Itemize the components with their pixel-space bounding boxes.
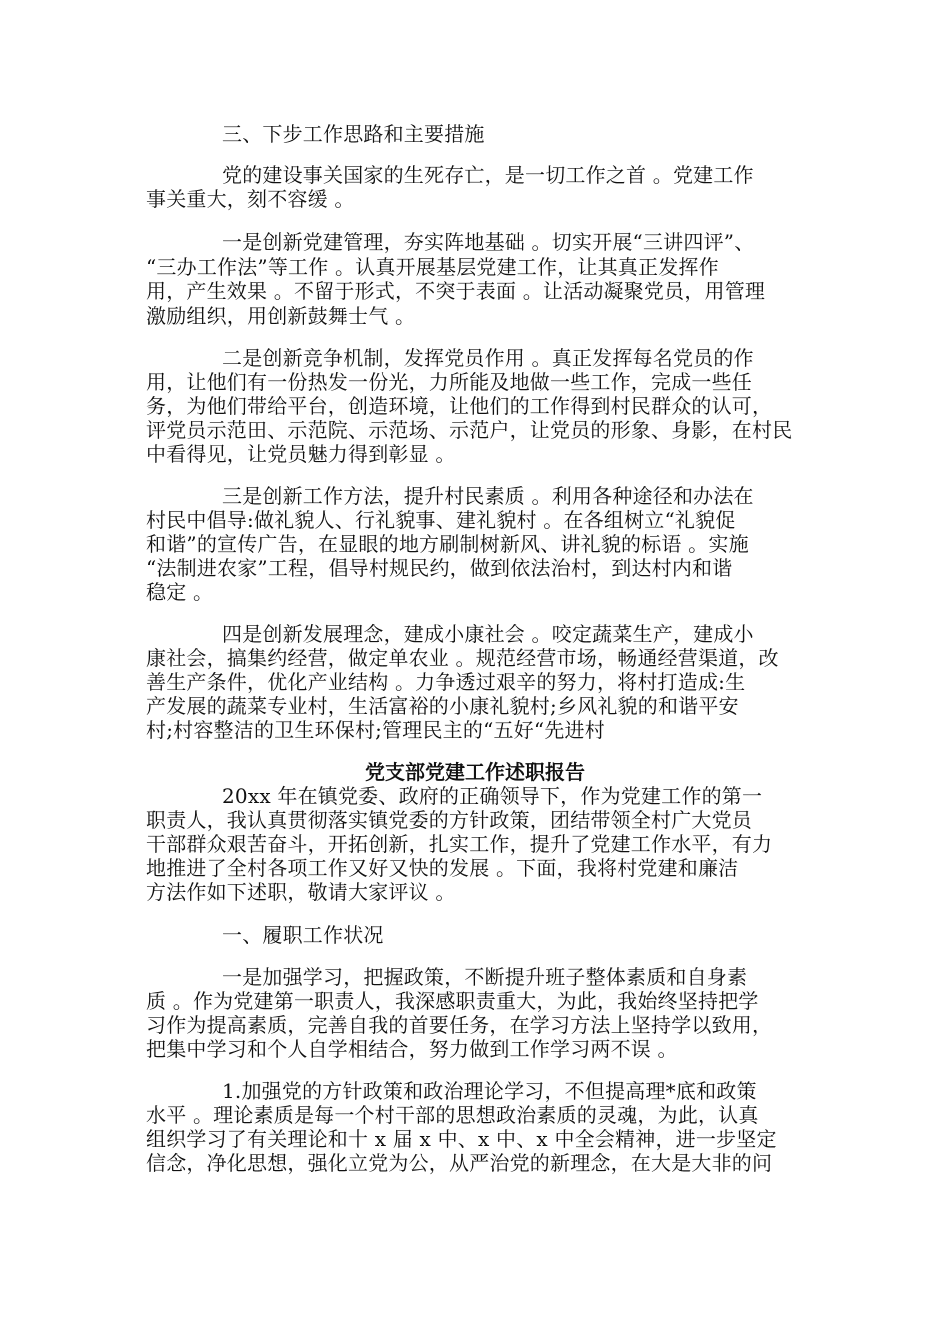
paragraph-line: 把集中学习和个人自学相结合，努力做到工作学习两不误 。	[146, 1037, 678, 1061]
paragraph-line: 水平 。理论素质是每一个村干部的思想政治素质的灵魂，为此，认真	[146, 1103, 759, 1127]
paragraph-line: 地推进了全村各项工作又好又快的发展 。下面，我将村党建和廉洁	[146, 856, 739, 880]
paragraph-line: 稳定 。	[146, 580, 214, 604]
paragraph-line: 一是加强学习，把握政策，不断提升班子整体素质和自身素	[222, 965, 748, 989]
paragraph-line: 善生产条件，优化产业结构 。力争透过艰辛的努力，将村打造成:生	[146, 670, 746, 694]
paragraph-line: 用，产生效果 。不留于形式，不突于表面 。让活动凝聚党员，用管理	[146, 279, 766, 303]
paragraph-line: 职责人，我认真贯彻落实镇党委的方针政策，团结带领全村广大党员	[146, 808, 752, 832]
paragraph-line: 一是创新党建管理，夯实阵地基础 。切实开展“三讲四评”、	[222, 230, 755, 254]
paragraph-line: 康社会，搞集约经营，做定单农业 。规范经营市场，畅通经营渠道，改	[146, 646, 779, 670]
paragraph-line: 和谐”的宣传广告，在显眼的地方刷制树新风、讲礼貌的标语 。实施	[146, 532, 749, 556]
paragraph-line: 务，为他们带给平台，创造环境，让他们的工作得到村民群众的认可，	[146, 394, 773, 418]
paragraph-line: 党的建设事关国家的生死存亡，是一切工作之首 。党建工作	[222, 163, 754, 187]
paragraph-line: 1.加强党的方针政策和政治理论学习，不但提高理*底和政策	[222, 1079, 757, 1103]
paragraph-line: “法制进农家”工程，倡导村规民约，做到依法治村，到达村内和谐	[146, 556, 733, 580]
paragraph-line: 三是创新工作方法，提升村民素质 。利用各种途径和办法在	[222, 484, 754, 508]
paragraph-line: 激励组织，用创新鼓舞士气 。	[146, 304, 416, 328]
paragraph-line: 村;村容整洁的卫生环保村;管理民主的“五好“先进村	[146, 718, 605, 742]
paragraph-line: 习作为提高素质，完善自我的首要任务，在学习方法上坚持学以致用，	[146, 1013, 773, 1037]
section-heading: 三、下步工作思路和主要措施	[222, 122, 485, 146]
paragraph-line: 评党员示范田、示范院、示范场、示范户，让党员的形象、身影，在村民	[146, 418, 793, 442]
report-title: 党支部党建工作述职报告	[365, 760, 585, 784]
paragraph-line: 二是创新竞争机制，发挥党员作用 。真正发挥每名党员的作	[222, 346, 754, 370]
section-heading: 一、履职工作状况	[222, 923, 384, 947]
paragraph-line: 中看得见，让党员魅力得到彰显 。	[146, 442, 456, 466]
paragraph-line: 干部群众艰苦奋斗，开拓创新，扎实工作，提升了党建工作水平，有力	[146, 832, 773, 856]
paragraph-line: 事关重大，刻不容缓 。	[146, 187, 355, 211]
paragraph-line: 20xx 年在镇党委、政府的正确领导下，作为党建工作的第一	[222, 784, 763, 808]
paragraph-line: 用，让他们有一份热发一份光，力所能及地做一些工作，完成一些任	[146, 370, 752, 394]
paragraph-line: 产发展的蔬菜专业村，生活富裕的小康礼貌村;乡风礼貌的和谐平安	[146, 694, 739, 718]
paragraph-line: 组织学习了有关理论和十 x 届 x 中、x 中、x 中全会精神，进一步坚定	[146, 1127, 777, 1151]
paragraph-line: 四是创新发展理念，建成小康社会 。咬定蔬菜生产，建成小	[222, 622, 754, 646]
paragraph-line: 信念，净化思想，强化立党为公，从严治党的新理念，在大是大非的问	[146, 1151, 773, 1175]
paragraph-line: 村民中倡导:做礼貌人、行礼貌事、建礼貌村 。在各组树立“礼貌促	[146, 508, 736, 532]
paragraph-line: 方法作如下述职，敬请大家评议 。	[146, 880, 456, 904]
paragraph-line: “三办工作法”等工作 。认真开展基层党建工作，让其真正发挥作	[146, 255, 719, 279]
paragraph-line: 质 。作为党建第一职责人，我深感职责重大，为此，我始终坚持把学	[146, 989, 759, 1013]
